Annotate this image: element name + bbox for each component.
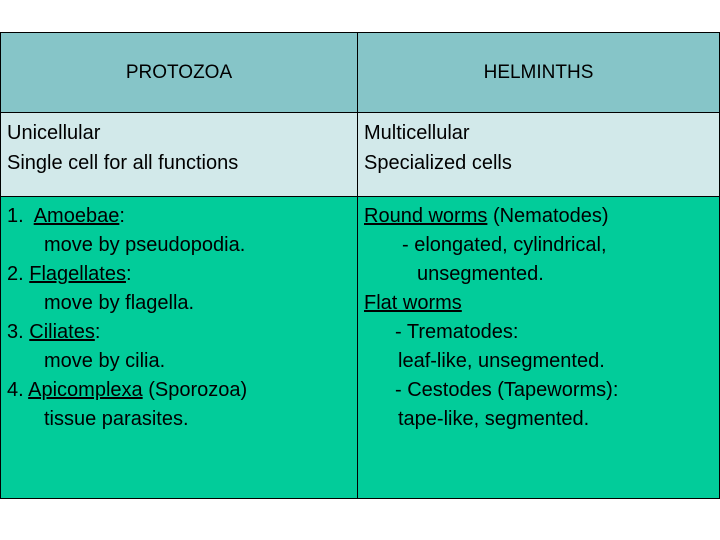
header-protozoa: PROTOZOA — [1, 33, 358, 113]
protozoa-class-1-desc: move by pseudopodia. — [44, 234, 246, 256]
protozoa-cell-type-line: Unicellular — [7, 122, 101, 144]
helminths-cell-type — [358, 113, 720, 197]
class-number: 3. — [7, 321, 24, 343]
class-alt-name: (Sporozoa) — [148, 379, 248, 401]
class-name-ciliates: Ciliates — [29, 321, 95, 343]
protozoa-class-4-desc: tissue parasites. — [44, 408, 189, 430]
helminths-classes — [358, 197, 720, 499]
helminths-cell-function-line: Specialized cells — [364, 152, 512, 174]
group-name-round-worms: Round worms — [364, 205, 488, 227]
helminths-group-1-desc-2: unsegmented. — [417, 263, 544, 285]
classification-row — [1, 197, 720, 499]
helminths-subgroup-1: - Trematodes: — [395, 321, 519, 343]
header-row — [1, 33, 720, 113]
helminths-subgroup-2: - Cestodes (Tapeworms): — [395, 379, 619, 401]
header-helminths: HELMINTHS — [358, 33, 720, 113]
helminths-cell-type-line: Multicellular — [364, 122, 470, 144]
class-name-amoebae: Amoebae — [33, 205, 120, 227]
class-name-apicomplexa: Apicomplexa — [28, 379, 143, 401]
protozoa-class-1 — [7, 202, 351, 231]
protozoa-class-2-desc: move by flagella. — [44, 292, 195, 314]
protozoa-class-4 — [7, 376, 351, 405]
helminths-subgroup-2-desc: tape-like, segmented. — [398, 408, 590, 430]
protozoa-classes — [1, 197, 358, 499]
group-name-flat-worms: Flat worms — [364, 292, 462, 314]
helminths-group-1 — [364, 202, 713, 231]
cell-type-row — [1, 113, 720, 197]
protozoa-class-2 — [7, 260, 351, 289]
class-number: 1. — [7, 205, 24, 227]
class-name-flagellates: Flagellates — [29, 263, 126, 285]
protozoa-cell-type — [1, 113, 358, 197]
class-colon: : — [125, 263, 132, 285]
class-number: 2. — [7, 263, 24, 285]
group-alt-name: (Nematodes) — [492, 205, 609, 227]
class-colon: : — [119, 205, 125, 227]
class-colon: : — [94, 321, 101, 343]
protozoa-cell-function-line: Single cell for all functions — [7, 152, 239, 174]
comparison-table — [0, 32, 720, 499]
helminths-subgroup-1-desc: leaf-like, unsegmented. — [398, 350, 605, 372]
class-number: 4. — [7, 379, 24, 401]
helminths-group-1-desc-1: - elongated, cylindrical, — [402, 234, 607, 256]
protozoa-class-3 — [7, 318, 351, 347]
protozoa-class-3-desc: move by cilia. — [44, 350, 166, 372]
